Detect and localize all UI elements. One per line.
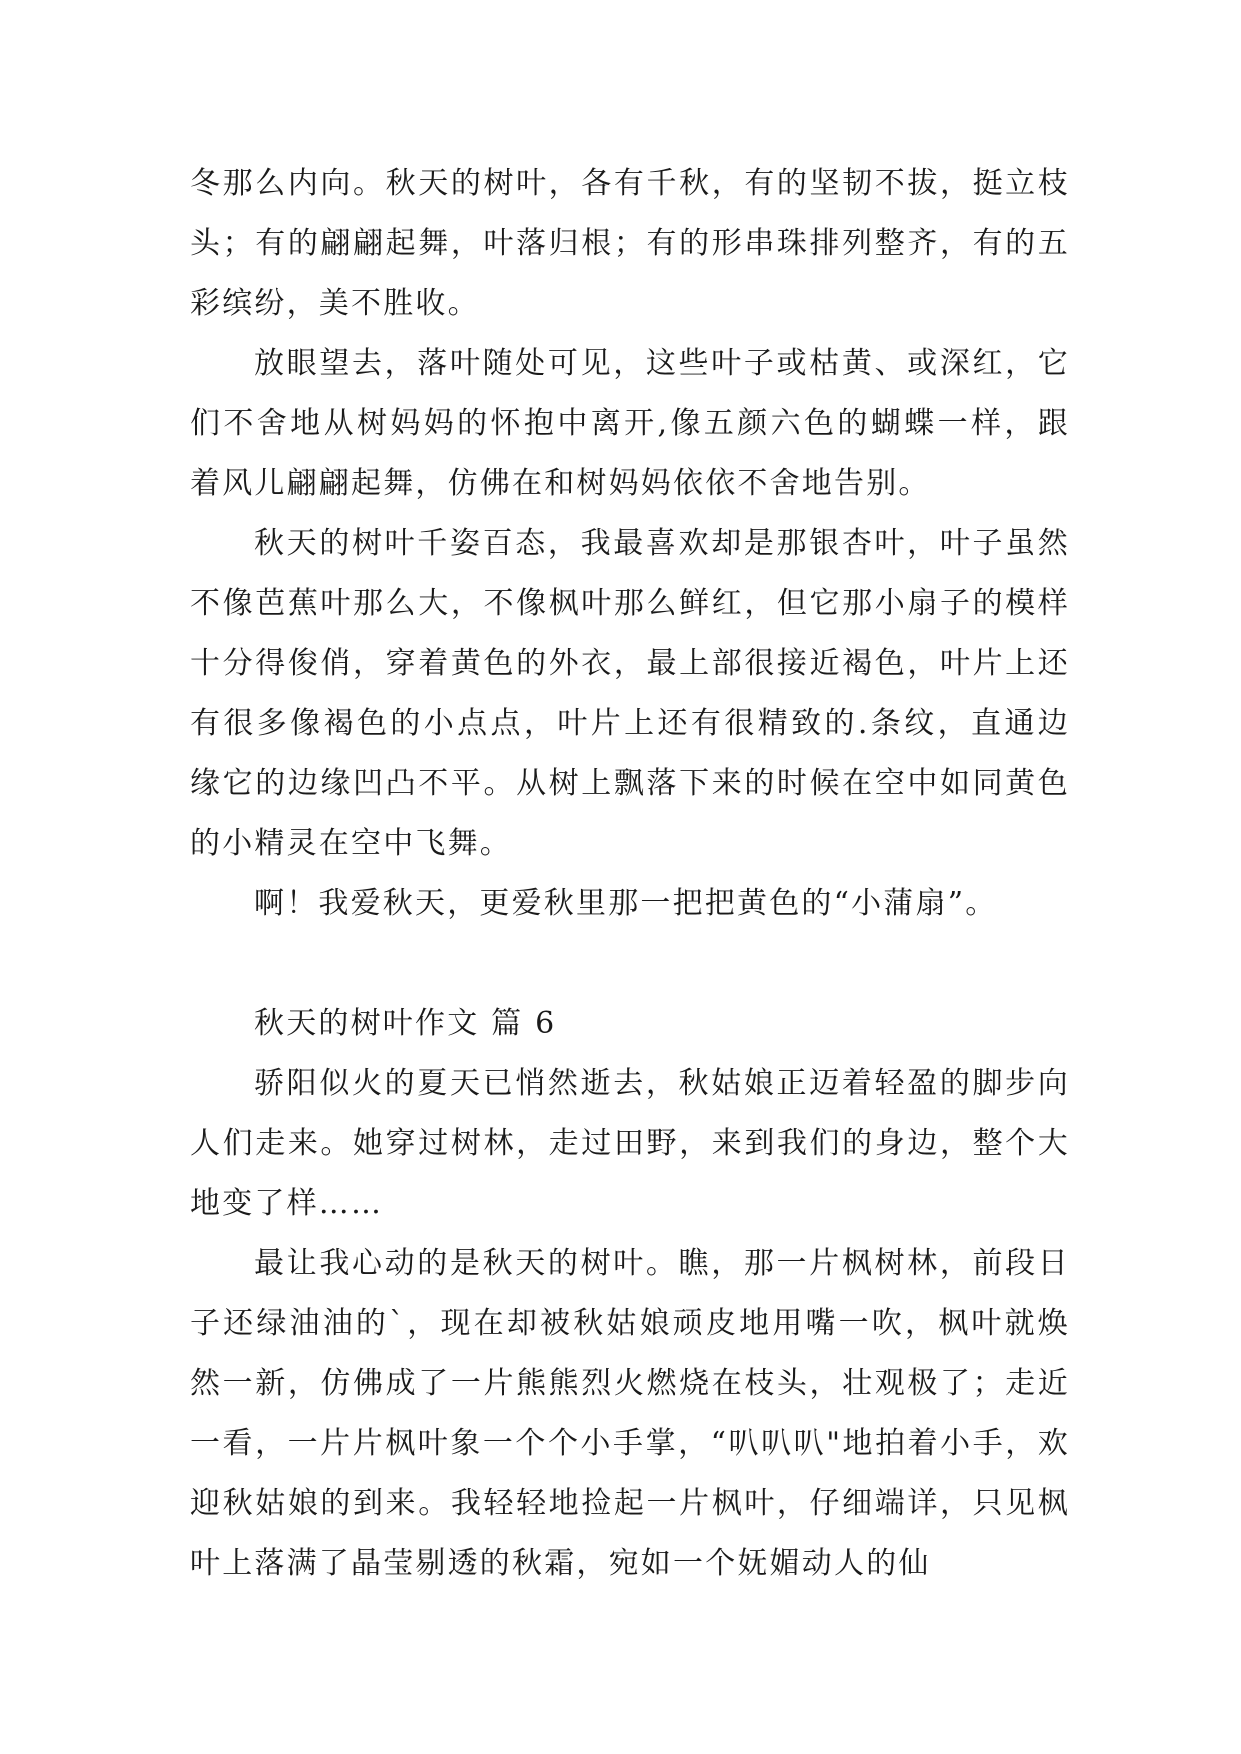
paragraph-maple-leaves: 最让我心动的是秋天的树叶。瞧，那一片枫树林，前段日子还绿油油的`，现在却被秋姑娘顽皮地用嘴一吹，枫叶就焕然一新，仿佛成了一片熊熊烈火燃烧在枝头，壮观极了；走近一看，一片片枫叶象一个个小手掌，“叭叭叭"地拍着小手，欢迎秋姑娘的到来。我轻轻地捡起一片枫叶，仔细端详，只见枫叶上落满了晶莹剔透的秋霜，宛如一个妩媚动人的仙 [190,1246,1070,1581]
paragraph-falling-leaves: 放眼望去，落叶随处可见，这些叶子或枯黄、或深红，它们不舍地从树妈妈的怀抱中离开,像五颜六色的蝴蝶一样，跟着风儿翩翩起舞，仿佛在和树妈妈依依不舍地告别。 [190,346,1070,501]
paragraph-continuation: 冬那么内向。秋天的树叶，各有千秋，有的坚韧不拔，挺立枝头；有的翩翩起舞，叶落归根；有的形串珠排列整齐，有的五彩缤纷，美不胜收。 [190,166,1070,321]
paragraph-autumn-arrival: 骄阳似火的夏天已悄然逝去，秋姑娘正迈着轻盈的脚步向人们走来。她穿过树林，走过田野，来到我们的身边，整个大地变了样…… [190,1066,1070,1221]
document-body [190,154,1070,1594]
section-title: 秋天的树叶作文 篇 6 [254,1006,557,1041]
paragraph-ginkgo-leaf: 秋天的树叶千姿百态，我最喜欢却是那银杏叶，叶子虽然不像芭蕉叶那么大，不像枫叶那么鲜红，但它那小扇子的模样十分得俊俏，穿着黄色的外衣，最上部很接近褐色，叶片上还有很多像褐色的小点点，叶片上还有很精致的.条纹，直通边缘它的边缘凹凸不平。从树上飘落下来的时候在空中如同黄色的小精灵在空中飞舞。 [190,526,1070,861]
paragraph-closing: 啊！我爱秋天，更爱秋里那一把把黄色的“小蒲扇”。 [254,886,998,921]
